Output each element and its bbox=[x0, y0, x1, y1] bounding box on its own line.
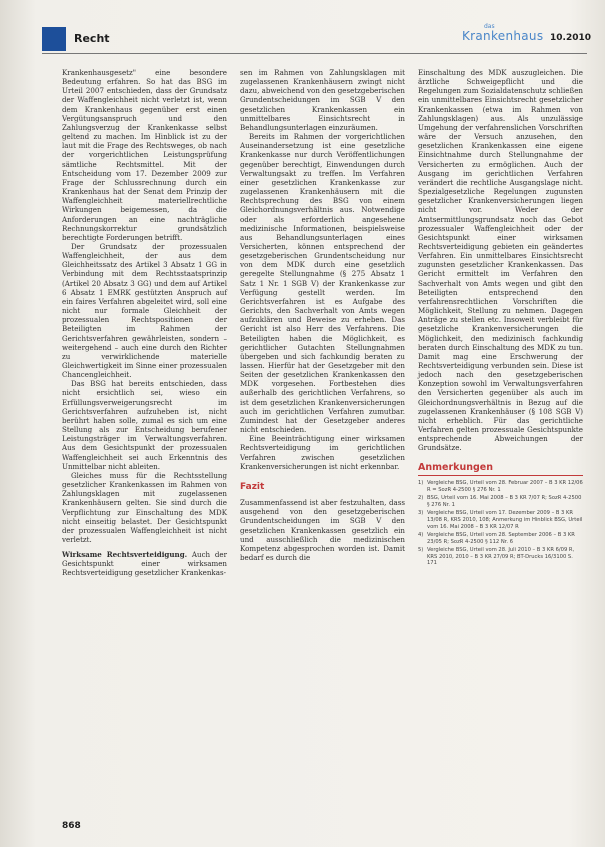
paragraph: Bereits im Rahmen der vorgerichtlichen Auseinandersetzung ist eine gesetzliche Krankenkasse nur durch Veröffentlichungen gegenüber berechtigt, Einwendungen durch Verwaltungsakt zu treffen. Im Verfahren einer gesetzlichen Krankenkasse zur zugelassenen Krankenhäusern mit die Rechtsprechung des BSG von einem Gleichordnungsverhältnis aus. Notwendige oder als erforderlich angesehene medizinische Informationen, beispielsweise aus Behandlungsunterlagen eines Versicherten, können entsprechend der gesetzgeberischen Grundentscheidung nur von dem MDK durch eine gesetzlich geregelte Stellungnahme (§ 275 Absatz 1 Satz 1 Nr. 1 SGB V) der Krankenkasse zur Verfügung gestellt werden. Im Gerichtsverfahren ist es Aufgabe des Gerichts, den Sachverhalt von Amts wegen aufzuklären und Beweise zu erheben. Das Gericht ist also Herr des Verfahrens. Die Beteiligten haben die Möglichkeit, es gerichtlicher Gutachten Stellungnahmen übergeben und sich fachkundig beraten zu lassen. Hierfür hat der Gesetzgeber mit den Seiten der gesetzlichen Krankenkassen den MDK vorgesehen. Fortbestehen dies außerhalb des gerichtlichen Verfahrens, so ist dem gesetzlichen Krankenversicherungen auch im gerichtlichen Verfahren zumutbar. Zumindest hat der Gesetzgeber anderes nicht entschieden. bbox=[240, 132, 405, 435]
text-column-3 bbox=[418, 68, 583, 569]
paragraph: Das BSG hat bereits entschieden, dass nicht ersichtlich sei, wieso ein Erfüllungsverweigerungsrecht im Gerichtsverfahren aufzuheben ist, nicht berührt haben solle, zumal es sich um eine Stellung als zur Entscheidung berufener Leistungsträger im Verwaltungsverfahren. Aus dem Gesichtspunkt der prozessualen Waffengleichheit sei auch Erkenntnis des Unmittelbar nicht ableiten. bbox=[62, 379, 227, 471]
page-header bbox=[42, 23, 591, 51]
footnote-number: 2) bbox=[418, 494, 424, 501]
logo-name: Krankenhaus bbox=[462, 29, 544, 43]
section-title: Recht bbox=[74, 32, 110, 45]
footnote-text: Vergleiche BSG, Urteil vom 28. Februar 2007 – B 3 KR 12/06 R = SozR 4-2500 § 276 Nr. 1 bbox=[427, 479, 583, 493]
paragraph: Einschaltung des MDK auszugleichen. Die ärztliche Schweigepflicht und die Regelungen zum Sozialdatenschutz schließen ein unmittelbares Einsichtsrecht gesetzlicher Krankenkassen (etwa im Rahmen von Zahlungsklagen) aus. Als unzulässige Umgehung der verfahrenslichen Vorschriften wäre der Versuch anzusehen, den gesetzlichen Krankenkassen eine eigene Einsichtnahme durch Stellungnahme der Versicherten zu ermöglichen. Auch der Ausgang im gerichtlichen Verfahren verändert die rechtliche Ausgangslage nicht. Spezialgesetzliche Regelungen zugunsten gesetzlicher Krankenversicherungen liegen nicht vor. Weder der Amtsermittlungsgrundsatz noch das Gebot prozessualer Waffengleichheit oder der Gesichtspunkt einer wirksamen Rechtsverteidigung gebieten ein geändertes Verfahren. Ein unmittelbares Einsichtsrecht zugunsten gesetzlicher Krankenkassen. Das Gericht ermittelt im Verfahren den Sachverhalt von Amts wegen und gibt den Beteiligten entsprechend den verfahrensrechtlichen Vorschriften die Möglichkeit, Stellung zu nehmen. Dagegen Anträge zu stellen etc. Insoweit verbleibt für gesetzliche Krankenversicherungen die Möglichkeit, den medizinisch fachkundig beraten durch Einschaltung des MDK zu tun. Damit mag eine Erschwerung der Rechtsverteidigung verbunden sein. Diese ist jedoch nach den gesetzgeberischen Konzeption sowohl im Verwaltungsverfahren den Versicherten gegenüber als auch im Gleichordnungsverhältnis in Bezug auf die zugelassenen Krankenhäuser (§ 108 SGB V) nicht erheblich. Für das gerichtliche Verfahren gelten prozessuale Gesichtspunkte entsprechende Abweichungen der Grundsätze. bbox=[418, 68, 583, 453]
footnote-item bbox=[418, 547, 583, 567]
paragraph: Krankenhausgesetz" eine besondere Bedeutung erfahren. So hat das BSG im Urteil 2007 entschieden, dass der Grundsatz der Waffengleichheit nicht verletzt ist, wenn dem Krankenhaus gegenüber erst einen Vergütungsanspruch und den Zahlungsverzug der Krankenkasse selbst geltend zu machen. Im Hinblick ist zu der laut mit die Frage des Rechtsweges, ob nach der vorgerichtlichen Leistungsprüfung sämtliche Rechtsmittel. Mit der Entscheidung vom 17. Dezember 2009 zur Frage der Schlussrechnung durch ein Krankenhaus hat der Senat dem Prinzip der Waffengleichheit materiellrechtliche Wirkungen beigemessen, da die Anforderungen an eine nachträgliche Rechnungskorrektur grundsätzlich berechtigte Forderungen betrifft. bbox=[62, 68, 227, 242]
footnote-item bbox=[418, 480, 583, 494]
footnote-text: Vergleiche BSG, Urteil vom 17. Dezember 2009 – B 3 KR 13/08 R, KRS 2010, 108; Anmerkung im Hinblick BSG, Urteil vom 16. Mai 2008 – B 3 KR 12/07 R bbox=[427, 509, 583, 530]
fazit-heading: Fazit bbox=[240, 481, 265, 492]
footnote-item bbox=[418, 510, 583, 530]
page-number: 868 bbox=[62, 821, 81, 831]
paragraph: Der Grundsatz der prozessualen Waffengleichheit, der aus dem Gleichheitssatz des Artikel 3 Absatz 1 GG in Verbindung mit dem Rechtsstaatsprinzip (Artikel 20 Absatz 3 GG) und dem auf Artikel 6 Absatz 1 EMRK gestützten Anspruch auf ein faires Verfahren abgeleitet wird, soll eine nicht nur formale Gleichheit der prozessualen Rechtspositionen der Beteiligten im Rahmen der Gerichtsverfahren gewährleisten, sondern – weitergehend – auch eine durch den Richter zu verwirklichende materielle Gleichwertigkeit im Sinne einer prozessualen Chancengleichheit. bbox=[62, 241, 227, 380]
text-column-1 bbox=[62, 68, 227, 578]
footnotes-box bbox=[418, 463, 583, 568]
header-rule bbox=[42, 53, 587, 54]
logo-small-text: das bbox=[484, 23, 495, 30]
footnote-item bbox=[418, 532, 583, 546]
paragraph: Gleiches muss für die Rechtsstellung gesetzlicher Krankenkassen im Rahmen von Zahlungsklagen mit zugelassenen Krankenhäusern gelten. Sie sind durch die Verpflichtung zur Einschaltung des MDK nicht einseitig belastet. Der Gesichtspunkt der prozessualen Waffengleichheit ist nicht verletzt. bbox=[62, 470, 227, 544]
paragraph-with-lead bbox=[62, 550, 227, 577]
footnote-number: 3) bbox=[418, 509, 424, 516]
paragraph: sen im Rahmen von Zahlungsklagen mit zugelassenen Krankenhäusern zwingt nicht dazu, abweichend von den gesetzgeberischen Grundentscheidungen im SGB V den gesetzlichen Krankenkassen ein unmittelbares Einsichtsrecht in Behandlungsunterlagen einzuräumen. bbox=[240, 68, 405, 132]
footnotes-list bbox=[418, 480, 583, 568]
fazit-text: Zusammenfassend ist aber festzuhalten, dass ausgehend von den gesetzgeberischen Grundentscheidungen im SGB V den gesetzlichen Krankenkassen gesetzlich ein und ausschließlich die medizinischen Kompetenz abgesprochen worden ist. Damit bedarf es durch die bbox=[240, 498, 405, 562]
footnote-text: BSG, Urteil vom 16. Mai 2008 – B 3 KR 7/07 R; SozR 4-2500 § 276 Nr. 1 bbox=[427, 494, 582, 508]
section-color-block bbox=[42, 27, 66, 51]
paragraph-text: Auch der Gesichtspunkt einer wirksamen Rechtsverteidigung gesetzlicher Krankenkas- bbox=[62, 550, 227, 578]
footnote-text: Vergleiche BSG, Urteil vom 28. Juli 2010 – B 3 KR 6/09 R, KRS 2010, 2010 – B 3 KR 27/09 R; BT-Drucks 16/3100 S. 171 bbox=[427, 546, 575, 567]
magazine-logo bbox=[462, 23, 557, 51]
footnote-number: 5) bbox=[418, 546, 424, 553]
footnote-number: 1) bbox=[418, 479, 424, 486]
text-column-2 bbox=[240, 68, 405, 562]
issue-number: 10.2010 bbox=[550, 33, 591, 43]
footnote-item bbox=[418, 495, 583, 509]
bold-lead-in: Wirksame Rechtsverteidigung. bbox=[62, 550, 188, 560]
footnotes-heading: Anmerkungen bbox=[418, 463, 583, 476]
footnote-text: Vergleiche BSG, Urteil vom 28. September 2006 – B 3 KR 23/05 R; SozR 4-2500 § 112 Nr. 6 bbox=[427, 531, 575, 545]
paragraph: Eine Beeinträchtigung einer wirksamen Rechtsverteidigung im gerichtlichen Verfahren zwischen gesetzlichen Krankenversicherungen ist nicht erkennbar. bbox=[240, 434, 405, 471]
footnote-number: 4) bbox=[418, 531, 424, 538]
